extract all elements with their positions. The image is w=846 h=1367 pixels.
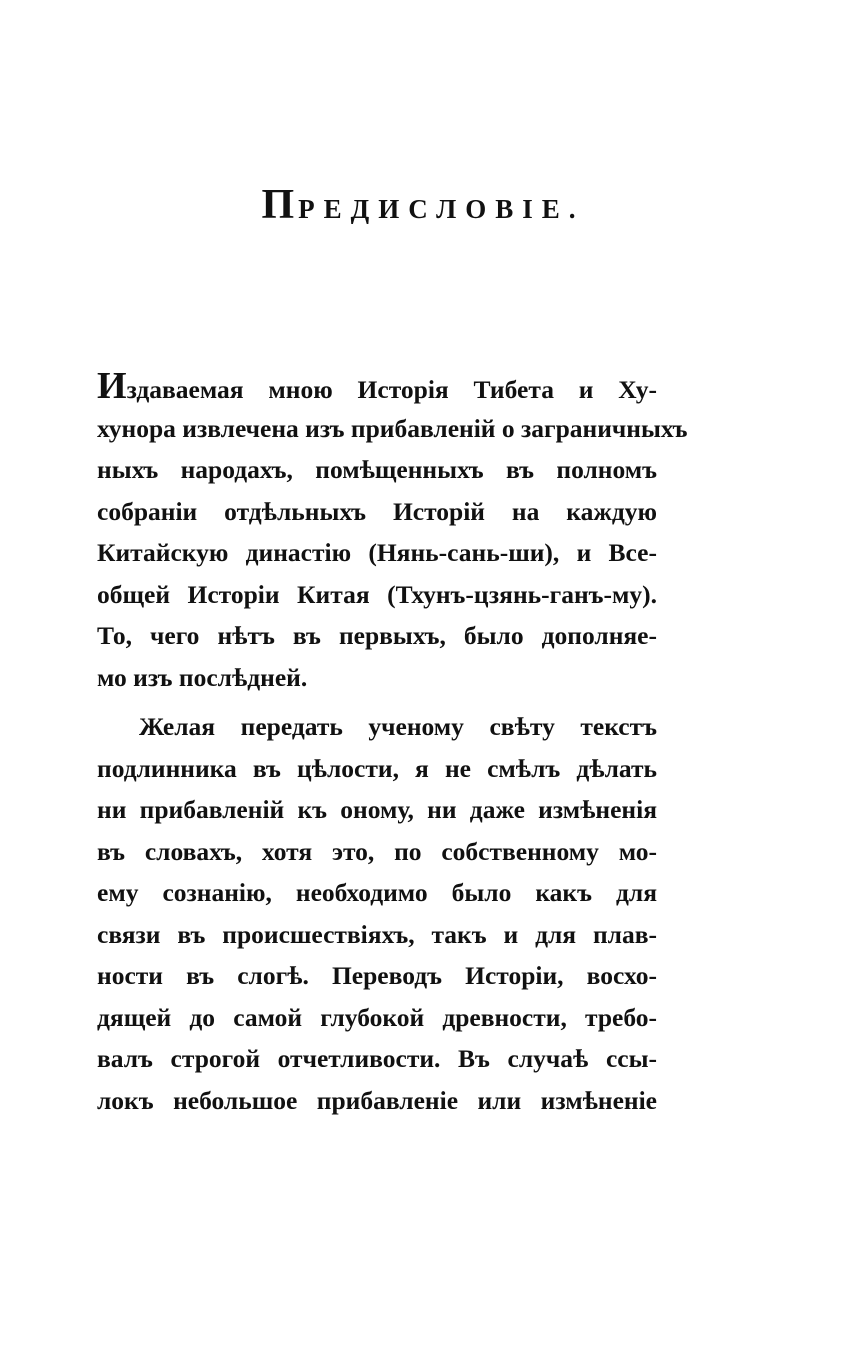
text-line: подлинника въ цѣлости, я не смѣлъ дѣлать — [97, 753, 657, 783]
title-initial: П — [261, 182, 299, 228]
text-line: мо изъ послѣдней. — [97, 662, 308, 692]
text-line: валъ строгой отчетливости. Въ случаѣ ссы- — [97, 1044, 657, 1073]
text-line: дящей до самой глубокой древности, требо- — [97, 1002, 657, 1032]
text-line: локъ небольшое прибавленіе или измѣненіе — [97, 1085, 657, 1115]
text-line: общей Исторіи Китая (Тхунъ-цзянь-ганъ-му). — [97, 579, 657, 609]
text-line: Желая передать ученому свѣту текстъ — [139, 712, 657, 741]
text-line: въ словахъ, хотя это, по собственному мо- — [97, 836, 657, 866]
paragraph-2 — [97, 706, 657, 1121]
body-text — [97, 365, 688, 1121]
title-rest: РЕДИСЛОВІЕ. — [298, 194, 585, 224]
text-line: ныхъ народахъ, помѣщенныхъ въ полномъ — [97, 455, 657, 484]
text-line: связи въ происшествіяхъ, такъ и для плав- — [97, 919, 657, 949]
paragraph-1 — [97, 365, 688, 698]
drop-cap: И — [97, 365, 127, 407]
text-line: ности въ слогѣ. Переводъ Исторіи, восхо- — [97, 961, 657, 990]
text-line: собраніи отдѣльныхъ Исторій на каждую — [97, 496, 657, 526]
text-line: ни прибавленій къ оному, ни даже измѣненія — [97, 795, 657, 824]
text-line: ему сознанію, необходимо было какъ для — [97, 878, 657, 907]
text-line: хунора извлечена изъ прибавленій о заграничныхъ — [97, 413, 688, 443]
text-line: Китайскую династію (Нянь-сань-ши), и Все- — [97, 538, 657, 567]
page-title — [0, 180, 846, 234]
text-line: То, чего нѣтъ въ первыхъ, было дополняе- — [97, 621, 657, 650]
text-line: Издаваемая мною Исторія Тибета и Ху- — [97, 365, 657, 407]
